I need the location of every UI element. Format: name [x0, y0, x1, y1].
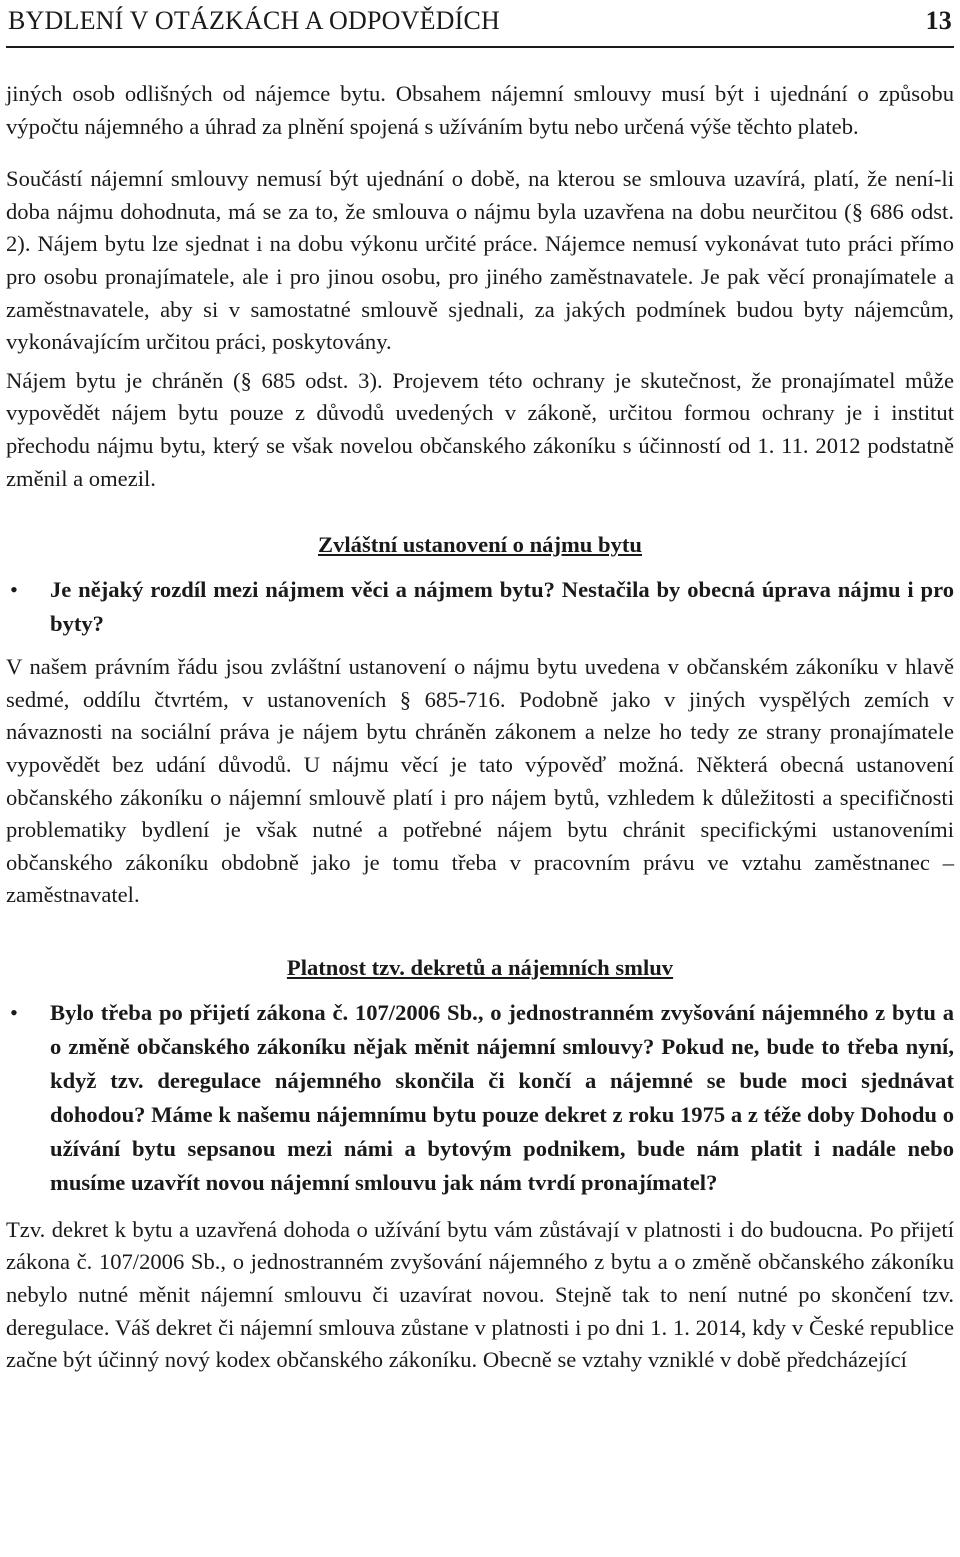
page-number: 13 [925, 6, 952, 35]
question-block-1 [6, 573, 954, 641]
paragraph-protection: Nájem bytu je chráněn (§ 685 odst. 3). Projevem této ochrany je skutečnost, že pronajímatel může vypovědět nájem bytu pouze z důvodů uvedených v zákoně, určitou formou ochrany je i institut přechodu nájmu bytu, který se však novelou občanského zákoníku s účinností od 1. 11. 2012 podstatně změnil a omezil. [6, 367, 954, 491]
bullet-icon: • [10, 577, 18, 603]
section-heading-special-provisions: Zvláštní ustanovení o nájmu bytu [318, 532, 642, 558]
question-text-2: Bylo třeba po přijetí zákona č. 107/2006 Sb., o jednostranném zvyšování nájemného z bytu a o změně občanského zákoníku nějak měnit nájemní smlouvy? Pokud ne, bude to třeba nyní, když tzv. deregulace nájemného skončila či končí a nájemné se bude moci sjednávat dohodou? Máme k našemu nájemnímu bytu pouze dekret z roku 1975 a z téže doby Dohodu o užívání bytu sepsanou mezi námi a bytovým podnikem, bude nám platit i nadále nebo musíme uzavřít novou nájemní smlouvu jak nám tvrdí pronajímatel? [50, 999, 954, 1195]
paragraph-contract-duration: Součástí nájemní smlouvy nemusí být ujednání o době, na kterou se smlouva uzavírá, platí, že není-li doba nájmu dohodnuta, má se za to, že smlouva o nájmu byla uzavřena na dobu neurčitou (§ 686 odst. 2). Nájem bytu lze sjednat i na dobu výkonu určité práce. Nájemce nemusí vykonávat tuto práci přímo pro osobu pronajímatele, ale i pro jinou osobu, pro jiného zaměstnavatele. Je pak věcí pronajímatele a zaměstnavatele, aby si v samostatné smlouvě sjednali, za jakých podmínek budou byty nájemcům, vykonávajícím určitou práci, poskytovány. [6, 166, 954, 355]
section-heading-decrees: Platnost tzv. dekretů a nájemních smluv [286, 954, 674, 980]
answer-text-2: Tzv. dekret k bytu a uzavřená dohoda o užívání bytu vám zůstávají v platnosti i do budoucna. Po přijetí zákona č. 107/2006 Sb., o jednostranném zvyšování nájemného z bytu a o změně občanského zákoníku nebylo nutné měnit nájemní smlouvu či uzavírat novou. Stejně tak to není nutné po skončení tzv. deregulace. Váš dekret či nájemní smlouva zůstane v platnosti i po dni 1. 1. 2014, kdy v České republice začne být účinný nový kodex občanského zákoníku. Obecně se vztahy vzniklé v době předcházející [6, 1216, 954, 1373]
question-block-2 [6, 996, 954, 1200]
running-header [6, 0, 954, 48]
bullet-icon: • [10, 999, 18, 1025]
answer-text-1: V našem právním řádu jsou zvláštní ustanovení o nájmu bytu uvedena v občanském zákoníku v hlavě sedmé, oddílu čtvrtém, v ustanoveních § 685-716. Podobně jako v jiných vyspělých zemích v návaznosti na sociální práva je nájem bytu chráněn zákonem a nelze ho tedy ze strany pronajímatele vypovědět bez udání důvodů. U nájmu věcí je tato výpověď možná. Některá obecná ustanovení občanského zákoníku o nájemní smlouvě platí i pro nájem bytů, vzhledem k důležitosti a specifičnosti problematiky bydlení je však nutné a potřebné nájem bytu chránit specifickými ustanoveními občanského zákoníku obdobně jako je tomu třeba v pracovním právu ve vztahu zaměstnanec – zaměstnavatel. [6, 654, 954, 908]
paragraph-continuation: jiných osob odlišných od nájemce bytu. Obsahem nájemní smlouvy musí být i ujednání o způsobu výpočtu nájemného a úhrad za plnění spojená s užíváním bytu nebo určená výše těchto plateb. [6, 81, 954, 139]
header-title: BYDLENÍ V OTÁZKÁCH A ODPOVĚDÍCH [8, 6, 501, 35]
question-text-1: Je nějaký rozdíl mezi nájmem věci a nájmem bytu? Nestačila by obecná úprava nájmu i pro byty? [50, 577, 954, 637]
